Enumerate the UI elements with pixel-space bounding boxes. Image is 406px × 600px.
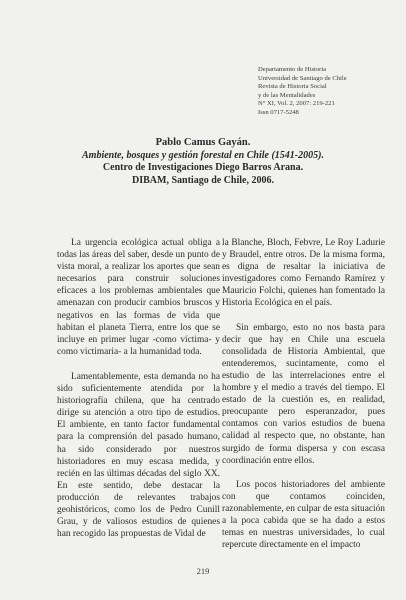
paragraph: la Blanche, Bloch, Febvre, Le Roy Ladurie y Braudel, entre otros. De la misma forma, es digna de resaltar la iniciativa de investigadores como Fernando Ramírez y Mauricio Folchi, quienes han fomentado la Historia Ecológica en el país. <box>222 238 385 309</box>
header-line: Departamento de Historia <box>258 66 327 73</box>
header-line: Issn 0717-5248 <box>258 108 299 116</box>
header-line: y de las Mentalidades <box>258 91 316 99</box>
paragraph: La urgencia ecológica actual obliga a todas las áreas del saber, desde un punto de vista moral, a realizar los aportes que sean necesarios para construir soluciones eficaces a los problemas ambientales que amenazan con producir cambios bruscos y negativos en las formas de vida que habitan el planeta Tierra, entre los que se incluye en primer lugar -como víctima- y como victimaria- a la humanidad toda. <box>57 238 220 357</box>
paragraph: Sin embargo, esto no nos basta para decir que hay en Chile una escuela consolidada de Historia Ambiental, que entenderemos, sucintamente, como el estudio de las interrelaciones entre el hombre y el medio a través del tiempo. El estado de la cuestión es, en realidad, preocupante pero esperanzador, pues contamos con varios estudios de buena calidad al respecto que, no obstante, han surgido de forma dispersa y con escasa coordinación entre ellos. <box>222 322 385 466</box>
page-number: 219 <box>196 566 210 576</box>
header-line: N° XI, Vol. 2, 2007: 219-221 <box>258 100 335 108</box>
book-title: Ambiente, bosques y gestión forestal en Chile (1541-2005). <box>82 149 324 161</box>
paragraph: Lamentablemente, esta demanda no ha sido suficientemente atendida por la historiografía chilena, que ha centrado dirige su atención a otro tipo de estudios. El ambiente, en tanto factor fundamental para la comprensión del pasado humano, ha sido considerado por nuestros historiadores en muy escasa medida, y recién en las últimas décadas del siglo XX. En este sentido, debe destacar la producción de relevantes trabajos geohistóricos, como los de Pedro Cunill Grau, y de valiosos estudios de quienes han recogido las propuestas de Vidal de <box>57 371 220 540</box>
book-publisher: Centro de Investigaciones Diego Barros Arana. <box>102 162 304 173</box>
book-author: Pablo Camus Gayán. <box>155 137 251 148</box>
book-place: DIBAM, Santiago de Chile, 2006. <box>132 174 274 186</box>
header-line: Universidad de Santiago de Chile <box>258 74 347 82</box>
header-line: Revista de Historia Social <box>258 83 327 91</box>
right-column <box>222 237 385 551</box>
journal-header <box>258 66 370 118</box>
book-reference <box>0 137 406 187</box>
paragraph: Los pocos historiadores del ambiente con que contamos coinciden, razonablemente, en culpar de esta situación a la poca cabida que se ha dado a estos temas en nuestras universidades, lo cual repercute directamente en el impacto <box>222 479 385 551</box>
left-column <box>57 237 220 540</box>
